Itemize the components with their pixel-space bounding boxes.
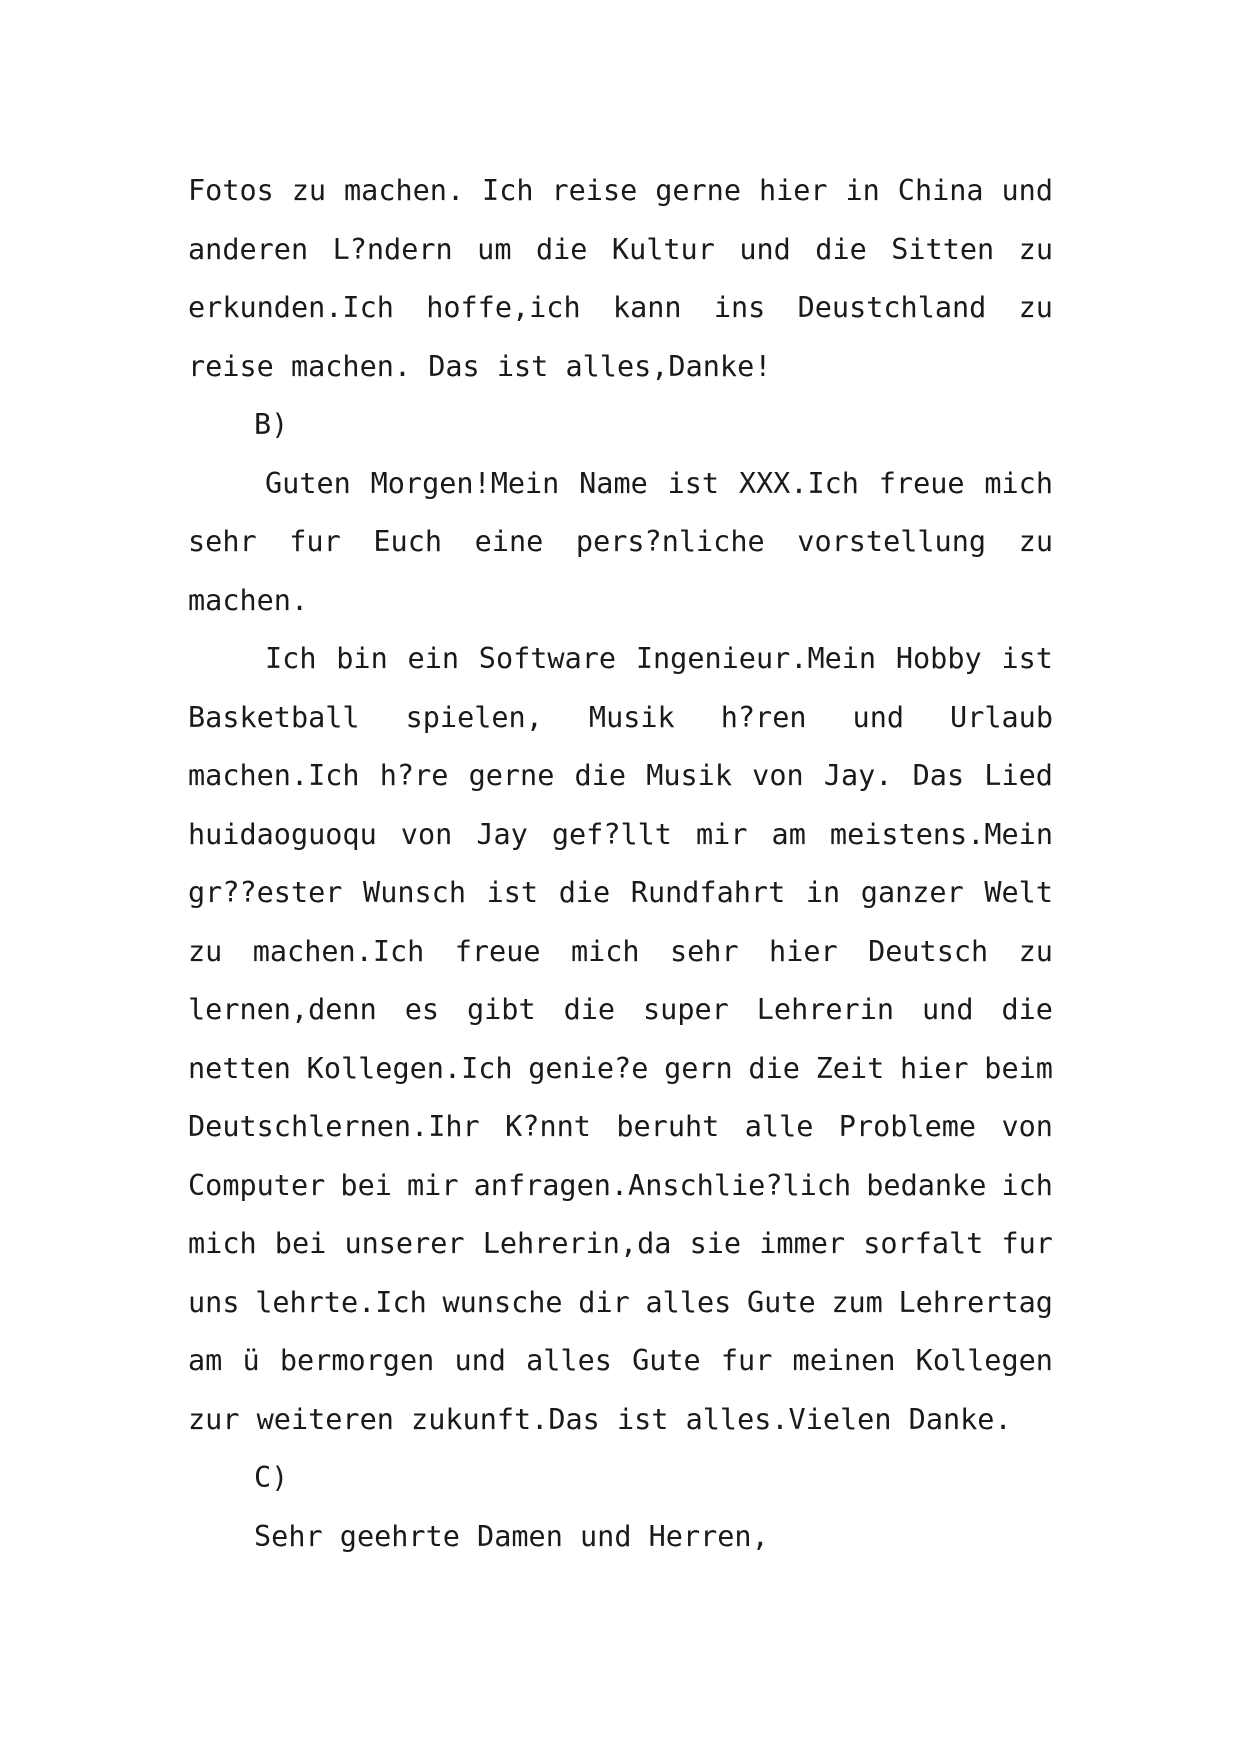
text-line [188,221,1053,280]
text-line [188,1215,1053,1274]
word: mir [696,817,748,851]
word: mich [984,466,1053,500]
word: zu [1018,232,1053,266]
word: uns [188,1285,240,1319]
word: netten [188,1051,291,1085]
word: Welt [984,876,1053,909]
word: in [845,174,880,207]
text-line: reise machen. Das ist alles,Danke! [188,349,772,383]
word: Zeit [815,1051,885,1085]
word: Jay. [823,759,893,792]
text-line [188,806,1053,865]
word: machen.Ich [252,934,425,968]
word: Ich [265,642,317,675]
word: gern [664,1051,733,1085]
word: lernen,denn [188,993,377,1026]
word: gerne [468,759,555,792]
word: h?ren [720,700,807,734]
word: genie?e [528,1051,649,1085]
word: und [922,993,974,1026]
word: bei [274,1227,327,1260]
text-line: zur weiteren zukunft.Das ist alles.Vielen Danke. [188,1402,1012,1436]
word: unserer [344,1227,465,1260]
word: es [404,993,440,1026]
word: bei [340,1168,392,1202]
word: Wunsch [363,876,466,909]
word: hier [769,934,838,968]
word: immer [759,1227,846,1260]
text-line [188,864,1053,923]
greeting-line: Sehr geehrte Damen und Herren, [254,1519,769,1553]
word: zu [291,174,327,207]
word: Ich [482,174,534,207]
word: alle [744,1110,814,1143]
word: Software [478,642,617,675]
text-line [188,630,1053,689]
text-line [188,162,1053,221]
word: super [643,993,729,1026]
word: Basketball [188,700,360,734]
word: die [535,232,588,266]
word: kann [612,291,682,324]
word: anderen [188,232,309,266]
word: hoffe,ich [426,291,581,324]
word: meistens.Mein [829,817,1053,851]
word: Ingenieur.Mein [635,642,877,675]
word: erkunden.Ich [188,291,394,324]
word: hier [899,1051,969,1085]
word: sorfalt [863,1227,984,1260]
word: alles [526,1344,612,1377]
document-text [188,162,1053,1566]
word: Lehrerin [756,993,895,1026]
word: Kollegen [915,1344,1053,1377]
word: Hobby [895,642,982,675]
word: freue [878,466,965,500]
word: pers?nliche [575,525,765,558]
word: hier [758,174,828,207]
word: vorstellung [797,525,987,558]
word: Deutsch [868,934,989,968]
word: gerne [655,174,741,207]
word: machen. [344,174,465,207]
text-line [188,1098,1053,1157]
word: XXX.Ich [738,466,859,500]
text-line [188,513,1053,572]
word: beruht [616,1110,720,1143]
word: fur [1001,1227,1053,1260]
word: in [805,876,841,909]
word: fur [289,525,341,558]
word: bedanke [866,1168,987,1202]
word: Lehrerin,da [482,1227,672,1260]
word: Musik [646,759,732,792]
text-line [188,1157,1053,1216]
text-line: machen. [188,583,309,617]
word: Morgen!Mein [370,466,560,500]
word: Deustchland [797,291,987,324]
word: am [188,1344,223,1377]
word: Fotos [188,174,274,207]
word: mich [570,934,640,968]
word: ein [407,642,460,675]
word: von [1001,1110,1053,1143]
word: die [563,993,616,1026]
word: Deutschlernen.Ihr [188,1110,480,1143]
word: eine [474,525,544,558]
word: ist [667,466,720,500]
word: L?ndern [332,232,453,266]
word: K?nnt [505,1110,591,1143]
word: Kultur [611,232,715,266]
word: lehrte.Ich [255,1285,427,1319]
word: gr??ester [188,876,343,909]
word: ins [713,291,766,324]
word: freue [454,934,541,968]
text-line [188,279,1053,338]
word: gibt [466,993,536,1026]
word: von [400,817,453,851]
word: mich [188,1227,257,1260]
word: beim [984,1051,1053,1085]
word: ich [1001,1168,1053,1202]
word: machen.Ich [188,759,360,792]
word: Euch [373,525,443,558]
word: sie [689,1227,742,1260]
word: ganzer [860,876,964,909]
word: Guten [265,466,351,500]
word: Das [912,759,965,792]
word: zu [1018,525,1053,558]
text-line [188,1332,1053,1391]
word: spielen, [405,700,543,734]
word: Lied [984,759,1053,792]
word: sehr [188,525,257,558]
word: die [815,232,867,266]
word: die [574,759,627,792]
word: dir [578,1285,630,1319]
word: zu [188,934,223,968]
word: Urlaub [950,700,1053,734]
word: mir [407,1168,459,1202]
text-line [188,981,1053,1040]
word: von [752,759,804,792]
word: bermorgen [279,1344,435,1377]
section-label-b: B) [254,408,289,441]
word: h?re [379,759,449,792]
word: reise [551,174,638,207]
word: Name [579,466,648,500]
word: gef?llt [551,817,672,851]
word: Lehrertag [898,1285,1053,1319]
word: die [1001,993,1053,1026]
word: wunsche [442,1285,563,1319]
word: und [739,232,791,266]
word: zu [1018,934,1053,968]
word: Gute [746,1285,816,1319]
word: China [897,174,984,207]
word: und [852,700,905,734]
word: um [477,232,512,266]
word: Computer [188,1168,326,1202]
text-line [188,689,1053,748]
word: sehr [669,934,739,968]
word: zum [831,1285,883,1319]
word: zu [1018,291,1053,324]
word: die [558,876,611,909]
word: und [1001,174,1053,207]
word: alles [645,1285,732,1319]
word: Musik [588,700,675,734]
word: Kollegen.Ich [306,1051,513,1085]
text-line [188,1040,1053,1099]
word: Sitten [891,232,995,266]
word: am [771,817,806,851]
word: anfragen.Anschlie?lich [473,1168,852,1202]
word: bin [336,642,388,675]
word: huidaoguoqu [188,817,377,851]
text-line [188,1274,1053,1333]
word: Rundfahrt [630,876,786,909]
word: ü [242,1344,260,1377]
word: Jay [476,817,528,851]
word: und [454,1344,506,1377]
text-line [188,923,1053,982]
word: fur [720,1344,773,1377]
word: Gute [632,1344,701,1377]
text-line [188,747,1053,806]
word: Probleme [838,1110,977,1143]
section-label-c: C) [254,1461,289,1494]
word: ist [486,876,539,909]
word: die [748,1051,800,1085]
word: ist [1001,642,1053,675]
word: meinen [792,1344,896,1377]
text-line [188,455,1053,514]
